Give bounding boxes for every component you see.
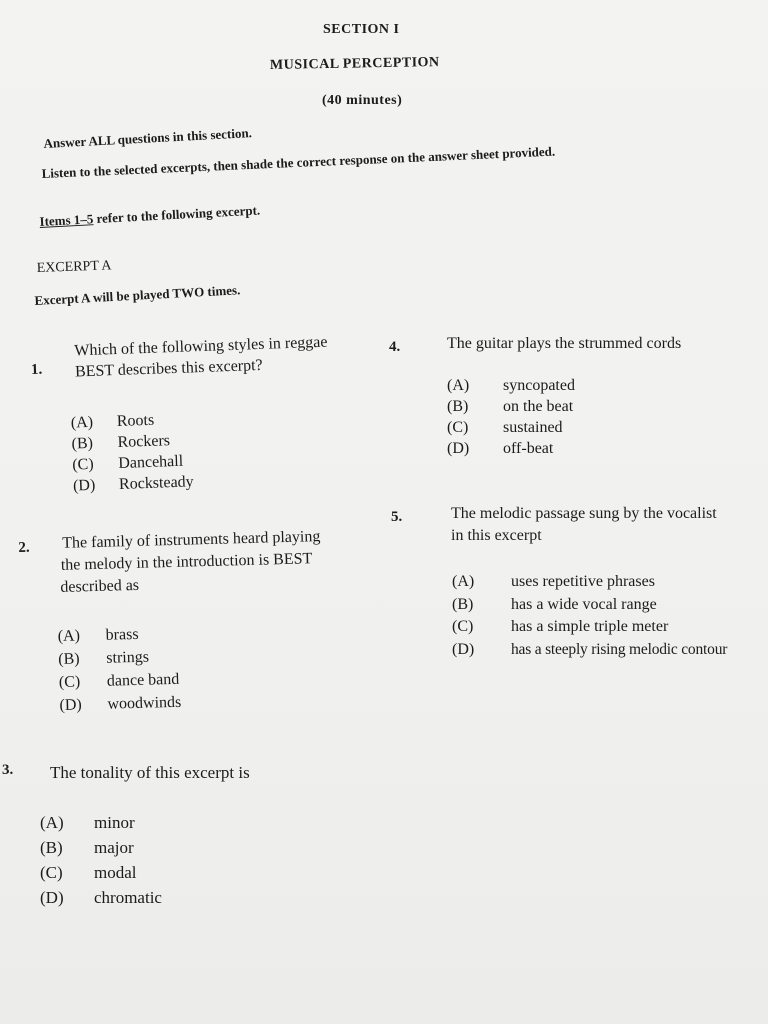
- section-heading: SECTION I: [323, 22, 400, 37]
- question-number: 4.: [389, 339, 401, 355]
- option-a: (A) uses repetitive phrases: [452, 573, 655, 590]
- option-d: (D) off-beat: [447, 440, 554, 457]
- option-d: (D) has a steeply rising melodic contour: [452, 640, 728, 658]
- question-stem-line: The guitar plays the strummed cords: [447, 335, 682, 352]
- option-d: (D) Rocksteady: [72, 473, 194, 495]
- question-stem-line: The melodic passage sung by the vocalist: [451, 505, 717, 522]
- option-c: (C) sustained: [447, 419, 563, 436]
- options-list: [40, 810, 162, 910]
- option-b: (B) major: [40, 838, 134, 857]
- question-stem-line: Which of the following styles in reggae: [74, 333, 328, 360]
- option-b: (B) has a wide vocal range: [452, 595, 657, 613]
- question-stem-line: The tonality of this excerpt is: [50, 763, 250, 782]
- question-stem-line: the melody in the introduction is BEST: [60, 550, 313, 574]
- option-a: (A) syncopated: [447, 377, 575, 394]
- options-list: [447, 375, 575, 459]
- option-a: (A) brass: [57, 625, 139, 645]
- instruction-listen: Listen to the selected excerpts, then shade the correct response on the answer sheet provided.: [41, 143, 556, 182]
- items-reference: [39, 202, 260, 230]
- option-d: (D) woodwinds: [59, 693, 182, 714]
- option-c: (C) Dancehall: [72, 452, 184, 474]
- excerpt-heading: EXCERPT A: [36, 258, 112, 277]
- options-list: [452, 571, 727, 661]
- items-range: Items 1–5: [39, 211, 94, 230]
- options-list: [70, 408, 194, 496]
- question-stem-line: BEST describes this excerpt?: [74, 356, 263, 381]
- option-a: (A) Roots: [70, 411, 155, 432]
- question-number: 2.: [18, 539, 30, 556]
- option-b: (B) strings: [58, 648, 150, 668]
- question-number: 5.: [391, 509, 403, 525]
- paper-title: MUSICAL PERCEPTION: [269, 55, 440, 73]
- option-b: (B) on the beat: [447, 398, 574, 415]
- question-stem-line: The family of instruments heard playing: [62, 528, 321, 552]
- duration: (40 minutes): [322, 93, 403, 108]
- option-d: (D) chromatic: [40, 888, 162, 907]
- question-stem-line: in this excerpt: [451, 527, 542, 544]
- option-b: (B) Rockers: [71, 432, 171, 453]
- instruction-answer-all: Answer ALL questions in this section.: [43, 125, 253, 152]
- question-stem-line: described as: [60, 576, 140, 596]
- excerpt-note: Excerpt A will be played TWO times.: [34, 282, 241, 309]
- items-reference-rest: refer to the following excerpt.: [92, 202, 261, 227]
- option-c: (C) dance band: [58, 670, 180, 691]
- option-a: (A) minor: [40, 813, 135, 832]
- question-number: 3.: [2, 762, 14, 778]
- question-number: 1.: [30, 361, 43, 378]
- options-list: [57, 622, 181, 717]
- option-c: (C) has a simple triple meter: [452, 618, 669, 635]
- option-c: (C) modal: [40, 863, 137, 882]
